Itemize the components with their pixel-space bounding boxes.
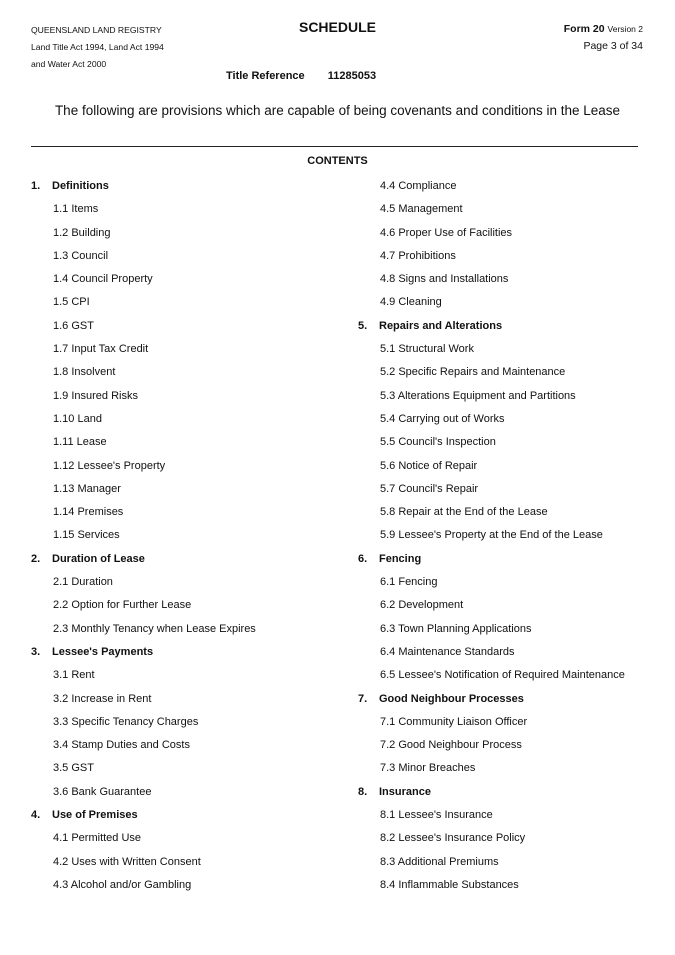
contents-item: 3.3 Specific Tenancy Charges bbox=[53, 715, 199, 728]
contents-item: 6.1 Fencing bbox=[380, 576, 438, 589]
contents-item: 4.6 Proper Use of Facilities bbox=[380, 226, 513, 239]
contents-item: 8.3 Additional Premiums bbox=[380, 855, 499, 868]
divider bbox=[31, 146, 638, 147]
contents-item: 1.2 Building bbox=[53, 226, 111, 239]
contents-item: 4.9 Cleaning bbox=[380, 296, 442, 309]
contents-item: 2.1 Duration bbox=[53, 576, 113, 589]
schedule-heading: SCHEDULE bbox=[298, 19, 376, 35]
contents-item: 4.1 Permitted Use bbox=[53, 832, 142, 845]
contents-section bbox=[31, 548, 331, 571]
contents-heading: CONTENTS bbox=[307, 155, 368, 167]
contents-item: 7.2 Good Neighbour Process bbox=[380, 739, 522, 752]
contents-item: 3.2 Increase in Rent bbox=[53, 692, 152, 705]
contents-item: 7.3 Minor Breaches bbox=[380, 762, 476, 775]
section-number: 3. bbox=[31, 645, 41, 658]
registry-acts-line-1: Land Title Act 1994, Land Act 1994 bbox=[31, 42, 164, 52]
section-title: Lessee's Payments bbox=[52, 645, 154, 658]
contents-section bbox=[358, 315, 658, 338]
contents-item: 3.5 GST bbox=[53, 762, 94, 775]
section-number: 2. bbox=[31, 552, 41, 565]
registry-name: QUEENSLAND LAND REGISTRY bbox=[31, 25, 162, 35]
contents-item: 1.3 Council bbox=[53, 249, 109, 262]
contents-item: 4.8 Signs and Installations bbox=[380, 273, 509, 286]
contents-section bbox=[358, 688, 658, 711]
contents-right-column bbox=[358, 175, 658, 897]
contents-item: 5.3 Alterations Equipment and Partitions bbox=[380, 389, 576, 402]
contents-item: 8.4 Inflammable Substances bbox=[380, 878, 519, 891]
contents-item: 1.7 Input Tax Credit bbox=[53, 343, 149, 356]
section-number: 5. bbox=[358, 319, 368, 332]
registry-acts-line-2: and Water Act 2000 bbox=[31, 59, 107, 69]
contents-section bbox=[31, 641, 331, 664]
section-title: Definitions bbox=[52, 180, 109, 192]
contents-item: 5.6 Notice of Repair bbox=[380, 459, 478, 472]
contents-item: 1.1 Items bbox=[53, 203, 99, 216]
section-number: 1. bbox=[31, 180, 41, 192]
contents-item: 4.2 Uses with Written Consent bbox=[53, 855, 201, 868]
title-reference bbox=[226, 70, 376, 82]
contents-item: 1.4 Council Property bbox=[53, 273, 153, 286]
section-title: Duration of Lease bbox=[52, 552, 145, 565]
title-reference-label: Title Reference bbox=[226, 70, 305, 82]
contents-item: 1.11 Lease bbox=[53, 436, 107, 449]
contents-item: 5.7 Council's Repair bbox=[380, 482, 479, 495]
contents-item: 6.2 Development bbox=[380, 599, 464, 612]
contents-item: 2.2 Option for Further Lease bbox=[53, 599, 192, 612]
contents-item: 6.3 Town Planning Applications bbox=[380, 622, 532, 635]
contents-item: 4.3 Alcohol and/or Gambling bbox=[53, 878, 192, 891]
form-number: Form 20 bbox=[563, 23, 605, 35]
contents-section bbox=[358, 781, 658, 804]
contents-item: 1.9 Insured Risks bbox=[53, 389, 138, 402]
contents-item: 3.1 Rent bbox=[53, 669, 95, 682]
contents-item: 6.4 Maintenance Standards bbox=[380, 645, 515, 658]
contents-item: 5.8 Repair at the End of the Lease bbox=[380, 506, 548, 519]
contents-item: 5.9 Lessee's Property at the End of the Lease bbox=[380, 529, 603, 542]
page-number: Page 3 of 34 bbox=[583, 40, 643, 52]
contents-item: 1.8 Insolvent bbox=[53, 366, 116, 379]
contents-item: 5.2 Specific Repairs and Maintenance bbox=[380, 366, 566, 379]
section-number: 8. bbox=[358, 785, 368, 798]
form-version: Version 2 bbox=[607, 24, 643, 34]
contents-item: 8.2 Lessee's Insurance Policy bbox=[380, 832, 526, 845]
contents-item: 5.4 Carrying out of Works bbox=[380, 412, 505, 425]
section-number: 7. bbox=[358, 692, 368, 705]
contents-item: 6.5 Lessee's Notification of Required Maintenance bbox=[380, 669, 625, 682]
title-reference-value: 11285053 bbox=[327, 70, 377, 82]
contents-item: 1.5 CPI bbox=[53, 296, 90, 309]
section-title: Good Neighbour Processes bbox=[379, 692, 524, 705]
contents-item: 1.12 Lessee's Property bbox=[53, 459, 166, 472]
contents-item: 5.1 Structural Work bbox=[380, 343, 474, 356]
contents-item: 4.5 Management bbox=[380, 203, 463, 216]
contents-item: 4.4 Compliance bbox=[380, 180, 457, 192]
contents-section bbox=[358, 548, 658, 571]
section-number: 4. bbox=[31, 809, 41, 822]
section-title: Fencing bbox=[379, 552, 422, 565]
contents-section bbox=[31, 804, 331, 827]
contents-item: 1.15 Services bbox=[53, 529, 120, 542]
section-number: 6. bbox=[358, 552, 368, 565]
contents-item: 1.14 Premises bbox=[53, 506, 124, 519]
intro-text: The following are provisions which are capable of being covenants and conditions in the Lease bbox=[54, 103, 621, 118]
section-title: Use of Premises bbox=[52, 809, 138, 822]
contents-section bbox=[31, 175, 331, 198]
contents-item: 4.7 Prohibitions bbox=[380, 249, 456, 262]
form-info bbox=[564, 21, 643, 55]
contents-item: 1.6 GST bbox=[53, 319, 94, 332]
contents-item: 1.13 Manager bbox=[53, 482, 121, 495]
contents-item: 8.1 Lessee's Insurance bbox=[380, 809, 493, 822]
contents-item: 3.4 Stamp Duties and Costs bbox=[53, 739, 190, 752]
contents-item: 5.5 Council's Inspection bbox=[380, 436, 496, 449]
contents-item: 2.3 Monthly Tenancy when Lease Expires bbox=[53, 622, 256, 635]
section-title: Insurance bbox=[379, 785, 431, 798]
contents-item: 3.6 Bank Guarantee bbox=[53, 785, 152, 798]
contents-left-column bbox=[31, 175, 331, 897]
contents-item: 7.1 Community Liaison Officer bbox=[380, 715, 528, 728]
section-title: Repairs and Alterations bbox=[379, 319, 503, 332]
contents-item: 1.10 Land bbox=[53, 412, 102, 425]
